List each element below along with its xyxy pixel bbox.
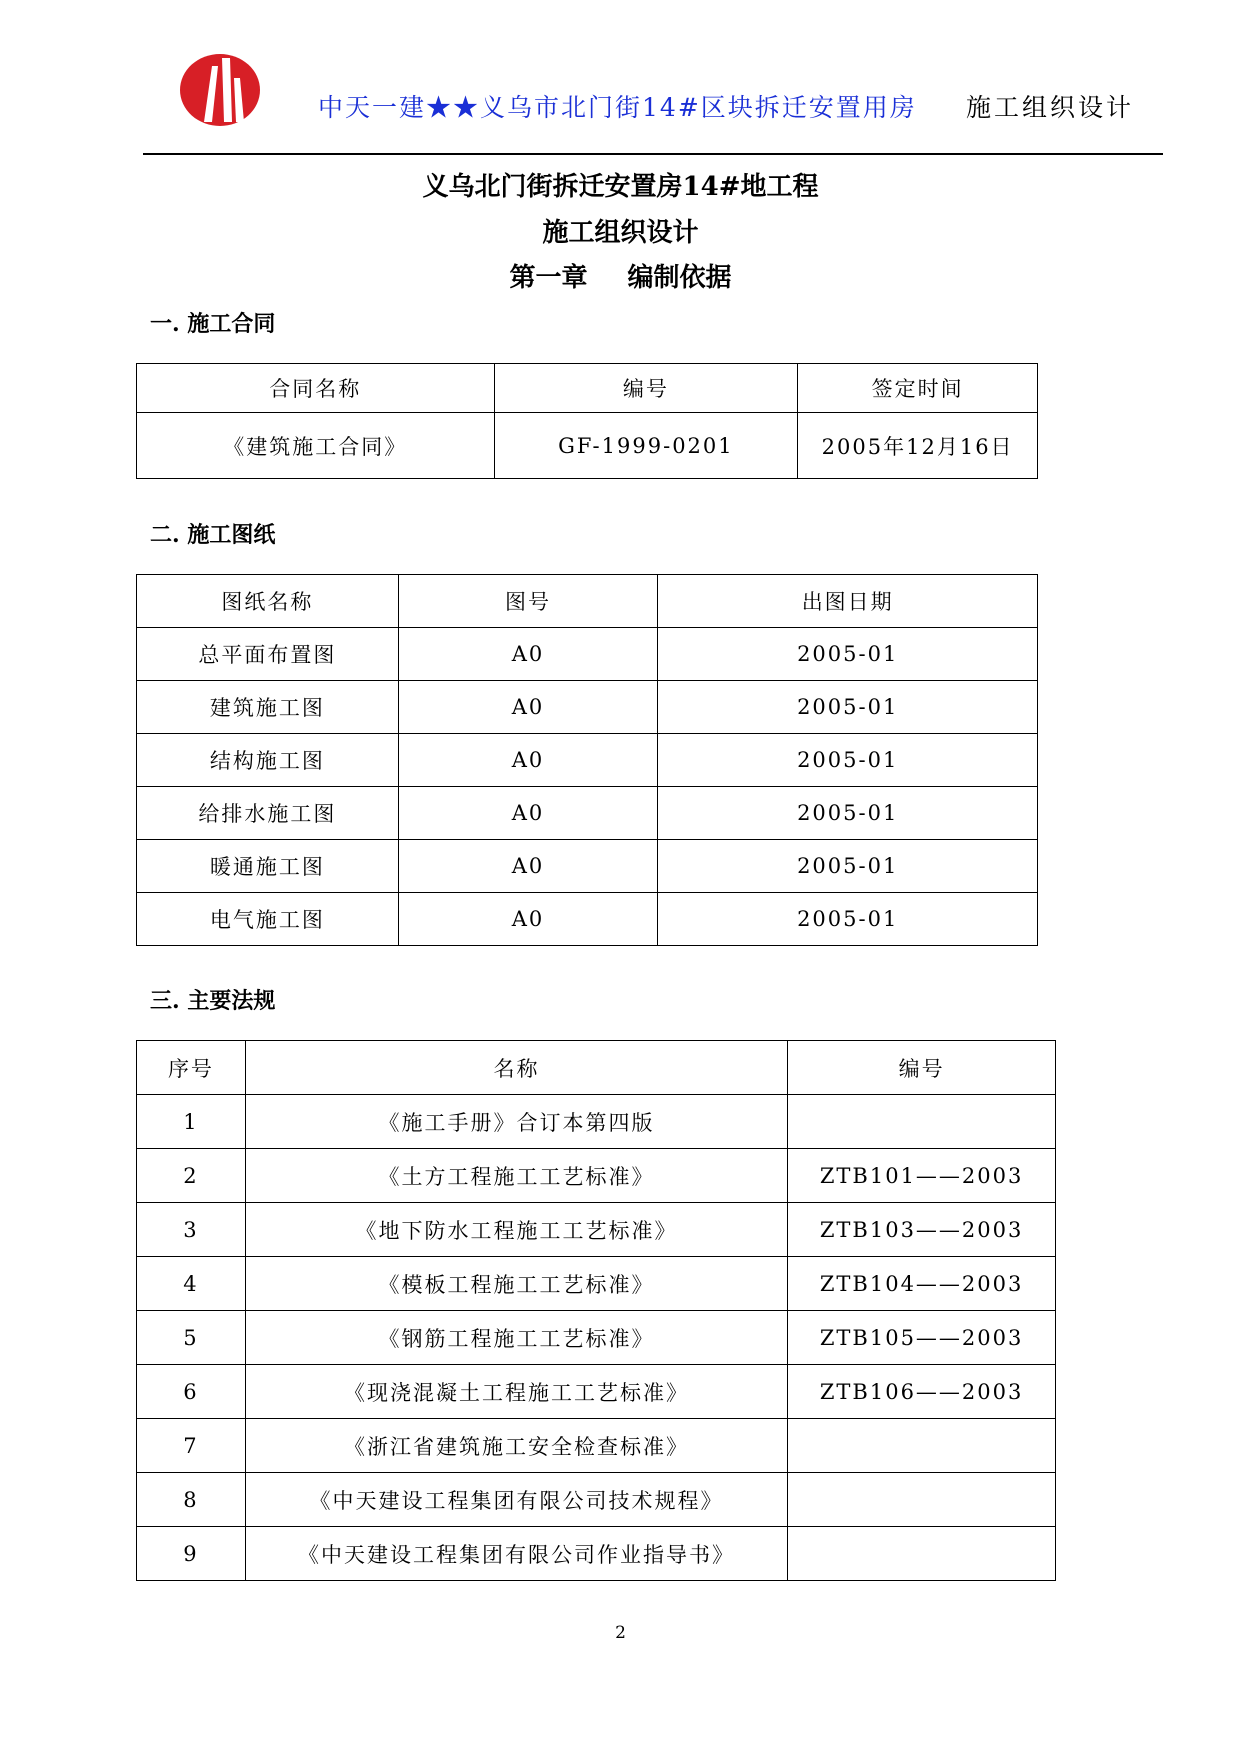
table-cell: 《浙江省建筑施工安全检查标准》: [245, 1419, 787, 1473]
table-row: [137, 840, 1038, 893]
table-cell: 2005-01: [658, 681, 1038, 734]
table-cell: 6: [137, 1365, 246, 1419]
table-row: [137, 1257, 1056, 1311]
column-header: 编号: [494, 364, 798, 413]
section-heading-contract: 一. 施工合同: [150, 311, 276, 337]
table-cell: 2: [137, 1149, 246, 1203]
table-cell: A0: [398, 681, 658, 734]
table-cell: A0: [398, 893, 658, 946]
table-cell: 《现浇混凝土工程施工工艺标准》: [245, 1365, 787, 1419]
table-cell: 2005-01: [658, 787, 1038, 840]
table-cell: 2005-01: [658, 628, 1038, 681]
section-heading-drawings: 二. 施工图纸: [150, 522, 276, 548]
table-cell: 总平面布置图: [137, 628, 399, 681]
table-row: [137, 628, 1038, 681]
company-logo: [178, 48, 262, 128]
table-cell: ZTB103——2003: [788, 1203, 1056, 1257]
section-heading-regulations: 三. 主要法规: [150, 988, 276, 1014]
chapter-title: [0, 257, 1241, 294]
chapter-number: 第一章: [509, 263, 588, 293]
table-cell: 《中天建设工程集团有限公司技术规程》: [245, 1473, 787, 1527]
table-row: [137, 1365, 1056, 1419]
table-cell: ZTB105——2003: [788, 1311, 1056, 1365]
document-title: 义乌北门街拆迁安置房14#地工程: [422, 172, 819, 202]
table-row: [137, 1149, 1056, 1203]
column-header: 出图日期: [658, 575, 1038, 628]
table-cell: 《中天建设工程集团有限公司作业指导书》: [245, 1527, 787, 1581]
column-header: 签定时间: [798, 364, 1038, 413]
table-cell: 暖通施工图: [137, 840, 399, 893]
table-cell: 1: [137, 1095, 246, 1149]
table-row: [137, 1473, 1056, 1527]
table-cell: ZTB106——2003: [788, 1365, 1056, 1419]
column-header: 名称: [245, 1041, 787, 1095]
table-row: [137, 787, 1038, 840]
table-header-row: [137, 575, 1038, 628]
column-header: 图号: [398, 575, 658, 628]
table-cell: GF-1999-0201: [494, 413, 798, 479]
column-header: 编号: [788, 1041, 1056, 1095]
table-row: [137, 681, 1038, 734]
table-row: [137, 1095, 1056, 1149]
chapter-name: 编制依据: [627, 263, 732, 293]
table-cell: 2005-01: [658, 734, 1038, 787]
table-row: [137, 1419, 1056, 1473]
table-cell: ZTB101——2003: [788, 1149, 1056, 1203]
table-cell: 《钢筋工程施工工艺标准》: [245, 1311, 787, 1365]
table-cell: A0: [398, 840, 658, 893]
header-divider: [143, 153, 1163, 155]
table-cell: 5: [137, 1311, 246, 1365]
table-cell: A0: [398, 734, 658, 787]
table-cell: 《模板工程施工工艺标准》: [245, 1257, 787, 1311]
table-cell: A0: [398, 628, 658, 681]
table-cell: 3: [137, 1203, 246, 1257]
table-cell: 电气施工图: [137, 893, 399, 946]
table-row: [137, 1527, 1056, 1581]
table-row: [137, 1203, 1056, 1257]
table-cell: [788, 1473, 1056, 1527]
table-cell: 《土方工程施工工艺标准》: [245, 1149, 787, 1203]
column-header: 合同名称: [137, 364, 495, 413]
table-cell: 2005-01: [658, 893, 1038, 946]
table-cell: 9: [137, 1527, 246, 1581]
header-project-line: 中天一建★★义乌市北门街14#区块拆迁安置用房: [318, 93, 917, 122]
table-cell: 结构施工图: [137, 734, 399, 787]
table-row: [137, 413, 1038, 479]
table-cell: [788, 1419, 1056, 1473]
column-header: 图纸名称: [137, 575, 399, 628]
table-cell: 8: [137, 1473, 246, 1527]
document-subtitle: 施工组织设计: [542, 218, 699, 248]
header-doc-type: 施工组织设计: [966, 93, 1135, 122]
table-header-row: [137, 1041, 1056, 1095]
table-header-row: [137, 364, 1038, 413]
table-cell: 2005年12月16日: [798, 413, 1038, 479]
contract-table: [136, 363, 1038, 479]
table-cell: A0: [398, 787, 658, 840]
table-cell: 2005-01: [658, 840, 1038, 893]
table-cell: 《建筑施工合同》: [137, 413, 495, 479]
table-cell: 《施工手册》合订本第四版: [245, 1095, 787, 1149]
table-cell: 4: [137, 1257, 246, 1311]
table-cell: ZTB104——2003: [788, 1257, 1056, 1311]
table-cell: 建筑施工图: [137, 681, 399, 734]
table-cell: [788, 1527, 1056, 1581]
column-header: 序号: [137, 1041, 246, 1095]
table-cell: 《地下防水工程施工工艺标准》: [245, 1203, 787, 1257]
table-row: [137, 734, 1038, 787]
drawings-table: [136, 574, 1038, 946]
table-cell: [788, 1095, 1056, 1149]
page-number: 2: [615, 1623, 626, 1643]
table-row: [137, 1311, 1056, 1365]
table-cell: 7: [137, 1419, 246, 1473]
regulations-table: [136, 1040, 1056, 1581]
table-cell: 给排水施工图: [137, 787, 399, 840]
table-row: [137, 893, 1038, 946]
